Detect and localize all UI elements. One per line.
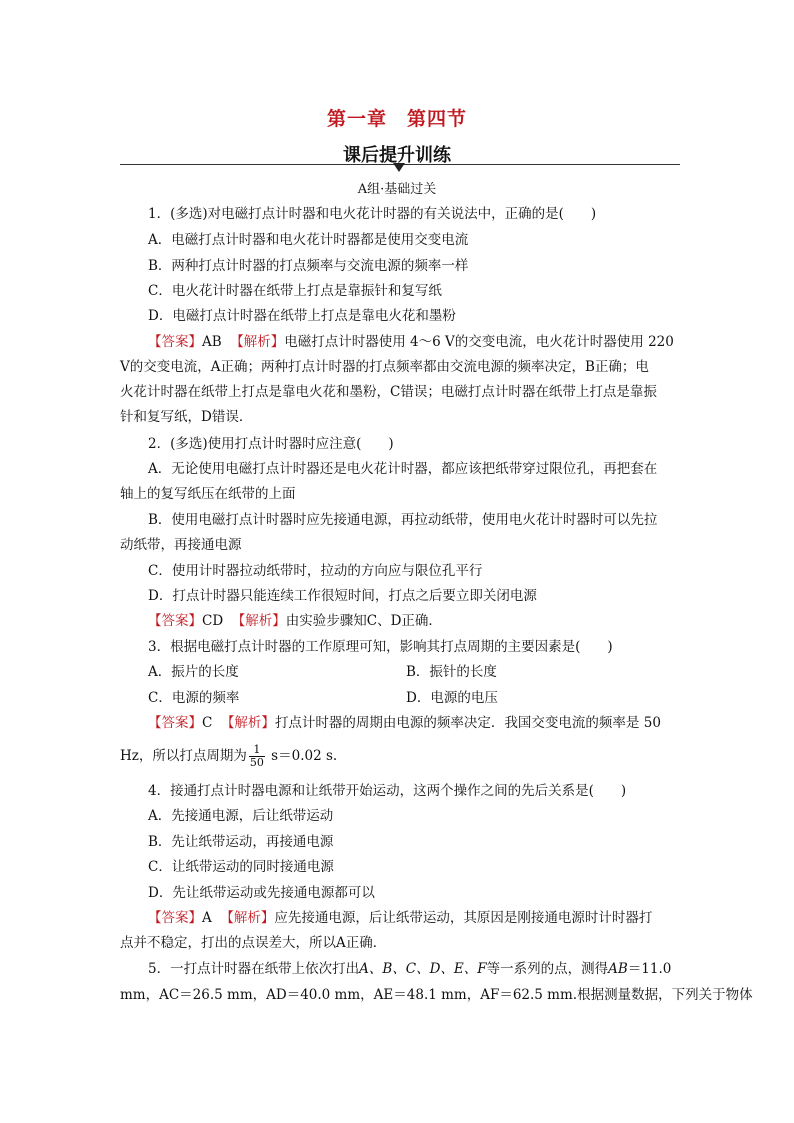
q2-option-b-cont: 动纸带，再接通电源 (120, 537, 242, 553)
q1-analysis-line: 火花计时器在纸带上打点是靠电火花和墨粉，C错误；电磁打点计时器在纸带上打点是靠振 (120, 384, 657, 400)
q2-option-b: B．使用电磁打点计时器时应先接通电源，再拉动纸带，使用电火花计时器时可以先拉 (148, 512, 658, 528)
q5-stem-line2: mm，AC＝26.5 mm，AD＝40.0 mm，AE＝48.1 mm，AF＝62.5 mm.根据测量数据，下列关于物体 (120, 987, 753, 1003)
q2-stem: 2．(多选)使用打点计时器时应注意( ) (148, 436, 394, 452)
q4-stem: 4．接通打点计时器电源和让纸带开始运动，这两个操作之间的先后关系是( ) (148, 783, 627, 799)
analysis-text: 电磁打点计时器使用 4～6 V的交变电流，电火花计时器使用 220 (284, 334, 674, 350)
q4-option-a: A．先接通电源，后让纸带运动 (148, 808, 334, 824)
q1-option-c: C．电火花计时器在纸带上打点是靠振针和复写纸 (148, 283, 442, 299)
q5-stem (148, 959, 671, 979)
q4-option-b: B．先让纸带运动，再接通电源 (148, 834, 334, 850)
analysis-text: 由实验步骤知C、D正确． (285, 613, 442, 629)
q3-option-a: A．振片的长度 (148, 664, 239, 680)
q4-answer-line (148, 908, 652, 928)
q1-analysis-line: V的交变电流，A正确；两种打点计时器的打点频率都由交流电源的频率决定，B正确；电 (120, 359, 649, 375)
q3-option-b: B．振针的长度 (406, 664, 497, 680)
answer-tag: 【答案】 (148, 334, 202, 350)
group-heading: A组·基础过关 (357, 182, 437, 197)
q3-analysis-line (120, 744, 337, 769)
fraction (249, 744, 265, 769)
q5-stem-text: ＝11.0 (627, 961, 672, 977)
fraction-numerator: 1 (249, 744, 265, 757)
answer-value: AB (202, 334, 222, 350)
q2-answer-line (148, 611, 442, 631)
q3-stem: 3．根据电磁打点计时器的工作原理可知，影响其打点周期的主要因素是( ) (148, 639, 613, 655)
section-subtitle: 课后提升训练 (343, 145, 451, 166)
answer-value: CD (202, 613, 224, 629)
answer-tag: 【答案】 (148, 910, 202, 926)
divider-triangle-icon (393, 163, 405, 172)
analysis-tag: 【解析】 (231, 613, 286, 629)
q5-points: A、B、C、D、E、F (359, 961, 487, 977)
q1-option-a: A．电磁打点计时器和电火花计时器都是使用交变电流 (148, 232, 469, 248)
answer-value: C (202, 715, 213, 731)
analysis-text: 打点计时器的周期由电源的频率决定．我国交变电流的频率是 50 (274, 715, 661, 731)
q1-option-d: D．电磁打点计时器在纸带上打点是靠电火花和墨粉 (148, 308, 456, 324)
q5-stem-text: 5．一打点计时器在纸带上依次打出 (148, 961, 360, 977)
analysis-text: Hz，所以打点周期为 (120, 748, 247, 764)
analysis-tag: 【解析】 (220, 715, 275, 731)
answer-tag: 【答案】 (148, 715, 202, 731)
q4-analysis-line: 点并不稳定，打出的点误差大，所以A正确． (120, 935, 387, 951)
q2-option-a-cont: 轴上的复写纸压在纸带的上面 (120, 486, 296, 502)
q1-stem: 1．(多选)对电磁打点计时器和电火花计时器的有关说法中，正确的是( ) (148, 206, 597, 222)
analysis-tag: 【解析】 (220, 910, 275, 926)
q3-option-d: D．电源的电压 (406, 690, 498, 706)
analysis-text: 应先接通电源，后让纸带运动，其原因是刚接通电源时计时器打 (274, 910, 653, 926)
analysis-text: s＝0.02 s. (266, 748, 338, 764)
chapter-title: 第一章 第四节 (326, 108, 467, 130)
q5-segment-ab: AB (608, 961, 628, 977)
q3-answer-line (148, 713, 661, 733)
answer-value: A (202, 910, 212, 926)
q1-option-b: B．两种打点计时器的打点频率与交流电源的频率一样 (148, 258, 469, 274)
q2-option-c: C．使用计时器拉动纸带时，拉动的方向应与限位孔平行 (148, 563, 483, 579)
q1-answer-line (148, 332, 674, 352)
q4-option-d: D．先让纸带运动或先接通电源都可以 (148, 885, 375, 901)
q2-option-d: D．打点计时器只能连续工作很短时间，打点之后要立即关闭电源 (148, 588, 537, 604)
q4-option-c: C．让纸带运动的同时接通电源 (148, 859, 334, 875)
answer-tag: 【答案】 (148, 613, 202, 629)
q1-analysis-line: 针和复写纸，D错误． (120, 409, 253, 425)
fraction-denominator: 50 (249, 756, 264, 769)
q3-option-c: C．电源的频率 (148, 690, 240, 706)
q2-option-a: A．无论使用电磁打点计时器还是电火花计时器，都应该把纸带穿过限位孔，再把套在 (148, 461, 658, 477)
q5-stem-text: 等一系列的点，测得 (486, 961, 609, 977)
analysis-tag: 【解析】 (230, 334, 285, 350)
